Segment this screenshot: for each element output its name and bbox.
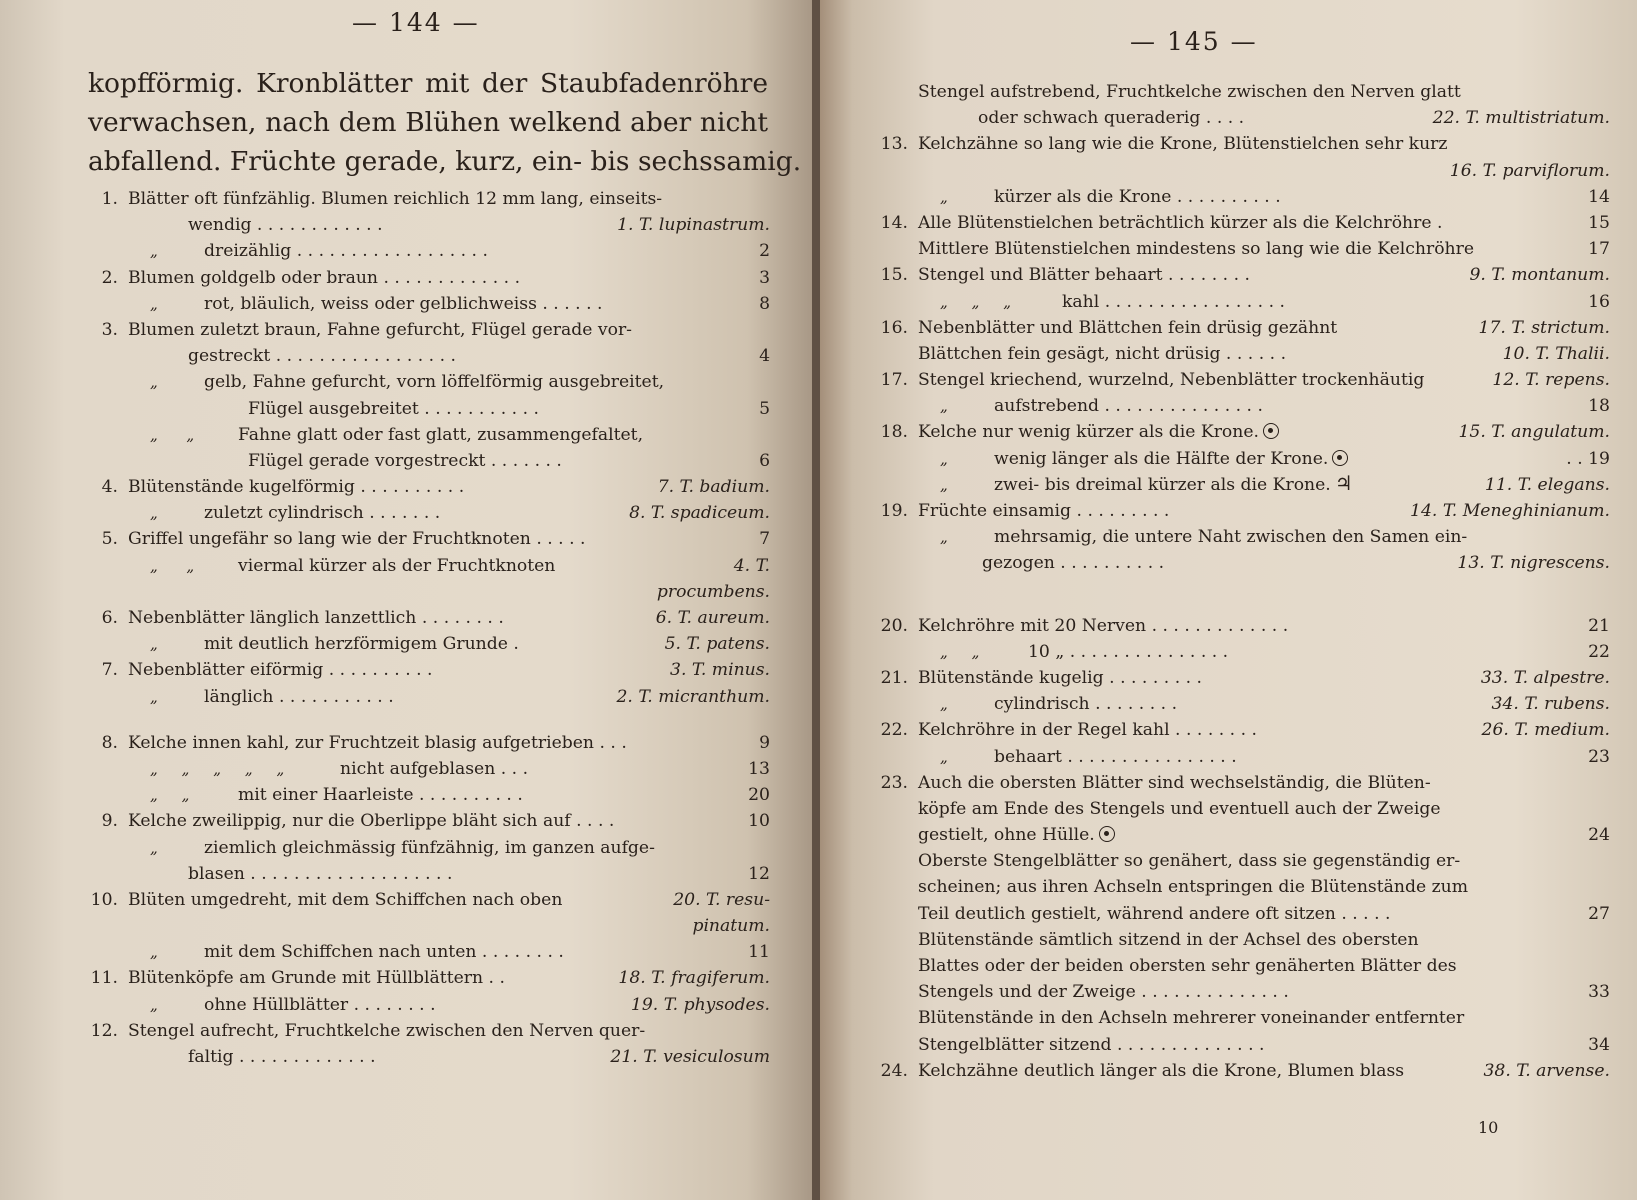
ditto-mark: „ [940,695,948,714]
reference: 10 [748,811,770,832]
entry-number: 15. [880,265,908,286]
entry-text: Alle Blütenstielchen beträchtlich kürzer als die Kelchröhre . [918,212,1443,233]
reference: 27 [1588,903,1610,924]
key-line [80,913,770,939]
perennial-circle-icon [1099,826,1115,842]
key-line [870,315,1610,341]
reference: 33. T. alpestre. [1480,667,1610,688]
key-line [80,238,770,264]
key-line [870,744,1610,770]
key-line [80,448,770,474]
key-line [870,1032,1610,1058]
entry-text: Kelchröhre mit 20 Nerven . . . . . . . . . . . . . [918,615,1289,636]
key-line [80,887,770,913]
key-line [870,874,1610,900]
signature-mark: 10 [1478,1118,1499,1137]
entry-text: kürzer als die Krone . . . . . . . . . . [994,186,1281,207]
key-line [870,848,1610,874]
left-page [0,0,812,1200]
key-line [80,965,770,991]
key-line [870,446,1610,472]
ditto-mark: „ [940,187,948,206]
key-line [80,808,770,834]
entry-text: Nebenblätter eiförmig . . . . . . . . . . [128,660,433,681]
entry-number: 3. [101,319,118,340]
entry-text: Teil deutlich gestielt, während andere oft sitzen . . . . . [918,903,1391,924]
entry-number: 6. [101,608,118,628]
key-line [870,498,1610,524]
key-line [870,184,1610,210]
key-line [870,639,1610,665]
key-line [870,210,1610,236]
key-line [870,341,1610,367]
entry-text: Blütenstände kugelig . . . . . . . . . [918,667,1203,688]
reference: 16. T. parviflorum. [1449,160,1610,181]
key-line [870,927,1610,953]
entry-text: Stengel aufrecht, Fruchtkelche zwischen den Nerven quer- [128,1020,646,1041]
entry-text: Kelche zweilippig, nur die Oberlippe bläht sich auf . . . . [128,811,615,832]
ditto-mark: „ [940,397,948,416]
lead-line: verwachsen, nach dem Blühen welkend aber nicht [88,107,768,138]
reference: 13 [748,758,770,779]
ditto-mark: „ [150,995,158,1014]
entry-text: Blattes oder der beiden obersten sehr genäherten Blätter des [918,956,1457,976]
key-line [80,939,770,965]
entry-number: 20. [880,615,908,636]
entry-text: nicht aufgeblasen . . . [340,758,529,779]
entry-number: 23. [880,772,908,793]
key-line [870,262,1610,288]
entry-text: ziemlich gleichmässig fünfzähnig, im ganzen aufge- [204,837,655,858]
entry-number: 4. [101,477,118,498]
reference: 21 [1588,615,1610,636]
ditto-mark: „ [150,504,158,523]
reference: procumbens. [656,581,770,602]
reference: 2. T. micranthum. [616,686,770,707]
entry-text: scheinen; aus ihren Achseln entspringen die Blütenstände zum [918,877,1469,898]
entry-text: mit einer Haarleiste . . . . . . . . . . [238,785,523,806]
reference: pinatum. [692,916,770,937]
reference: 18. T. fragiferum. [618,968,770,989]
entry-number: 7. [101,660,118,681]
perennial-circle-icon [1263,423,1279,439]
key-line [870,289,1610,315]
key-line [80,782,770,808]
reference: 12. T. repens. [1492,370,1610,391]
entry-text: Stengels und der Zweige . . . . . . . . . . . . . . [918,982,1289,1003]
key-line [80,343,770,369]
key-line [80,1044,770,1070]
ditto-mark: „ „ [940,642,980,661]
entry-text: 10 „ . . . . . . . . . . . . . . . [1028,641,1229,662]
entry-text: Nebenblätter länglich lanzettlich . . . . . . . . [128,608,504,628]
entry-number: 12. [90,1020,118,1041]
entry-text: Fahne glatt oder fast glatt, zusammengefaltet, [238,424,644,445]
reference: 13. T. nigrescens. [1457,553,1610,574]
entry-number: 19. [880,501,908,521]
key-line [80,605,770,631]
entry-text: mehrsamig, die untere Naht zwischen den Samen ein- [994,527,1468,548]
reference: 5. T. patens. [664,634,770,655]
ditto-mark: „ „ [150,786,190,805]
entry-text: ohne Hüllblätter . . . . . . . . [204,994,436,1015]
reference: 23 [1588,746,1610,767]
lead-line: abfallend. Früchte gerade, kurz, ein- bis sechssamig. [88,146,802,177]
page-number: — 144 — [352,8,480,37]
key-line [870,524,1610,550]
entry-text: faltig . . . . . . . . . . . . . [188,1047,376,1067]
entry-number: 16. [880,317,908,338]
entry-text: behaart . . . . . . . . . . . . . . . . [994,746,1237,767]
key-line [80,553,770,579]
reference: 17 [1588,239,1610,260]
entry-text: wenig länger als die Hälfte der Krone. [994,446,1352,472]
ditto-mark: „ [940,747,948,766]
reference: 38. T. arvense. [1483,1060,1610,1081]
ditto-mark: „ „ „ [940,292,1011,311]
key-line [80,396,770,422]
entry-text: Auch die obersten Blätter sind wechselständig, die Blüten- [918,772,1431,793]
reference: 33 [1588,982,1610,1003]
reference: 24 [1588,825,1610,846]
key-line [870,158,1610,184]
entry-text: Blumen zuletzt braun, Fahne gefurcht, Flügel gerade vor- [128,319,632,340]
ditto-mark: „ [150,242,158,261]
key-line [870,472,1610,498]
reference: 14 [1588,186,1610,207]
entry-text: Stengel aufstrebend, Fruchtkelche zwischen den Nerven glatt [918,82,1461,102]
reference: 11 [748,942,770,963]
ditto-mark: „ „ [150,556,195,575]
ditto-mark: „ [150,635,158,654]
entry-number: 2. [101,267,118,288]
ditto-mark: „ [150,373,158,392]
key-line [870,550,1610,576]
entry-text: gezogen . . . . . . . . . . [982,553,1165,574]
key-line [870,613,1610,639]
key-line [870,717,1610,743]
entry-text: zuletzt cylindrisch . . . . . . . [204,503,441,524]
lead-line: kopfförmig. Kronblätter mit der Staubfadenröhre [88,68,768,99]
entry-text: Blütenstände kugelförmig . . . . . . . . . . [128,477,465,498]
reference: 1. T. lupinastrum. [617,215,770,236]
entry-text: Kelche innen kahl, zur Fruchtzeit blasig aufgetrieben . . . [128,732,627,753]
entry-text: köpfe am Ende des Stengels und eventuell auch der Zweige [918,798,1441,819]
entry-text: länglich . . . . . . . . . . . [204,686,394,707]
reference: 8. T. spadiceum. [629,503,770,524]
entry-text: Blüten umgedreht, mit dem Schiffchen nach oben [128,889,563,910]
ditto-mark: „ „ [150,425,195,444]
key-line [80,657,770,683]
entry-text: gestreckt . . . . . . . . . . . . . . . . . [188,346,456,367]
reference: 5 [759,398,770,419]
entry-text: gelb, Fahne gefurcht, vorn löffelförmig ausgebreitet, [204,372,665,393]
entry-text: dreizählig . . . . . . . . . . . . . . . . . . [204,241,488,262]
reference: 8 [759,293,770,314]
key-line [80,861,770,887]
entry-number: 10. [90,889,118,910]
reference: 22 [1588,641,1610,662]
key-line [870,105,1610,131]
entry-number: 13. [880,134,908,155]
key-line [80,317,770,343]
entry-text: Kelchröhre in der Regel kahl . . . . . . . . [918,720,1257,741]
entry-number: 1. [101,189,118,209]
reference: 3. T. minus. [670,660,770,681]
entry-text: mit dem Schiffchen nach unten . . . . . . . . [204,942,564,963]
right-page [820,0,1637,1200]
ditto-mark: „ „ „ „ „ [150,759,285,778]
lead-paragraph [88,64,802,181]
reference: 7 [759,529,770,550]
entry-text: Mittlere Blütenstielchen mindestens so lang wie die Kelchröhre [918,239,1475,260]
ditto-mark: „ [940,449,948,468]
key-line [80,369,770,395]
entry-text: rot, bläulich, weiss oder gelblichweiss . . . . . . [204,293,603,314]
key-line [870,691,1610,717]
key-line [870,367,1610,393]
entry-text: mit deutlich herzförmigem Grunde . [204,634,519,655]
reference: 20 [748,785,770,806]
key-line [80,265,770,291]
reference: 6. T. aureum. [655,608,770,628]
reference: 22. T. multistriatum. [1432,108,1610,129]
entry-text: Stengel und Blätter behaart . . . . . . . . [918,265,1250,286]
reference: 34 [1588,1034,1610,1055]
key-line [870,419,1610,445]
entry-text: viermal kürzer als der Fruchtknoten [238,555,556,576]
key-line [80,422,770,448]
ditto-mark: „ [150,294,158,313]
reference: 7. T. badium. [657,477,770,498]
entry-text: blasen . . . . . . . . . . . . . . . . . . . [188,863,453,884]
entry-text: Stengel kriechend, wurzelnd, Nebenblätter trockenhäutig [918,370,1425,391]
key-line [80,579,770,605]
ditto-mark: „ [150,838,158,857]
entry-text: Kelche nur wenig kürzer als die Krone. [918,419,1283,445]
entry-text: Kelchzähne deutlich länger als die Krone, Blumen blass [918,1060,1405,1081]
reference: 17. T. strictum. [1478,317,1610,338]
perennial-circle-icon [1332,450,1348,466]
key-line [870,79,1610,105]
key-line [870,822,1610,848]
reference: 3 [759,267,770,288]
reference: 15. T. angulatum. [1458,422,1610,443]
key-line [80,186,770,212]
entry-text: Früchte einsamig . . . . . . . . . [918,501,1170,521]
key-line [80,500,770,526]
reference: 21. T. vesiculosum [610,1047,770,1067]
key-line [870,393,1610,419]
entry-text: gestielt, ohne Hülle. [918,822,1119,848]
entry-number: 17. [880,370,908,391]
key-line [80,756,770,782]
reference: 9 [759,732,770,753]
entry-text: wendig . . . . . . . . . . . . [188,215,383,236]
key-line [870,665,1610,691]
jupiter-symbol-icon: ♃ [1334,470,1353,495]
reference: 20. T. resu- [673,889,770,910]
key-line [870,796,1610,822]
entry-text: Nebenblätter und Blättchen fein drüsig gezähnt [918,317,1338,338]
reference: 12 [748,863,770,884]
entry-number: 22. [880,720,908,741]
key-entries [80,186,770,1070]
ditto-mark: „ [150,943,158,962]
entry-text: cylindrisch . . . . . . . . [994,694,1178,715]
entry-text: Blättchen fein gesägt, nicht drüsig . . . . . . [918,343,1287,364]
book-gutter [812,0,820,1200]
key-entries [870,79,1610,1084]
entry-text: Blütenstände sämtlich sitzend in der Achsel des obersten [918,929,1419,950]
reference: 34. T. rubens. [1491,694,1610,715]
entry-text: Blütenstände in den Achseln mehrerer voneinander entfernter [918,1008,1465,1029]
key-line [870,236,1610,262]
key-line [80,835,770,861]
reference: 19. T. physodes. [630,994,770,1015]
reference: 14. T. Meneghinianum. [1410,501,1610,521]
reference: 18 [1588,396,1610,417]
ditto-mark: „ [150,687,158,706]
entry-text: Kelchzähne so lang wie die Krone, Blütenstielchen sehr kurz [918,134,1448,155]
entry-text: Blätter oft fünfzählig. Blumen reichlich 12 mm lang, einseits- [128,189,663,209]
entry-text: oder schwach queraderig . . . . [978,108,1245,129]
reference: 2 [759,241,770,262]
entry-text: Blütenköpfe am Grunde mit Hüllblättern . . [128,968,505,989]
key-line [80,474,770,500]
entry-text: Flügel ausgebreitet . . . . . . . . . . . [248,398,540,419]
key-line [80,1018,770,1044]
entry-number: 11. [90,968,118,989]
page-number: — 145 — [1130,27,1258,56]
reference: 16 [1588,291,1610,312]
reference: 26. T. medium. [1481,720,1610,741]
ditto-mark: „ [940,475,948,494]
entry-number: 14. [880,212,908,233]
key-line [870,901,1610,927]
entry-number: 9. [101,811,118,832]
reference: 4 [759,346,770,367]
entry-number: 18. [880,422,908,443]
reference: 11. T. elegans. [1484,474,1610,495]
entry-text: Blumen goldgelb oder braun . . . . . . . . . . . . . [128,267,521,288]
entry-text: Flügel gerade vorgestreckt . . . . . . . [248,450,562,471]
reference: 10. T. Thalii. [1502,343,1610,364]
reference: 9. T. montanum. [1469,265,1610,286]
key-line [870,770,1610,796]
key-line [870,1058,1610,1084]
key-line [80,291,770,317]
reference: 15 [1588,212,1610,233]
entry-text: Stengelblätter sitzend . . . . . . . . . . . . . . [918,1034,1265,1055]
reference: 6 [759,450,770,471]
key-line [870,953,1610,979]
key-line [80,992,770,1018]
key-line [870,1005,1610,1031]
entry-text: Griffel ungefähr so lang wie der Fruchtknoten . . . . . [128,529,586,550]
ditto-mark: „ [940,528,948,547]
key-line [80,730,770,756]
entry-number: 8. [101,732,118,753]
entry-text: kahl . . . . . . . . . . . . . . . . . [1062,291,1285,312]
key-line [80,212,770,238]
entry-number: 21. [880,667,908,688]
key-line [870,979,1610,1005]
entry-text: Oberste Stengelblätter so genähert, dass sie gegenständig er- [918,851,1461,872]
key-line [870,131,1610,157]
key-line [80,631,770,657]
entry-number: 5. [101,529,118,550]
key-line [80,526,770,552]
entry-text: aufstrebend . . . . . . . . . . . . . . . [994,396,1263,417]
entry-text: zwei- bis dreimal kürzer als die Krone. ♃ [994,470,1353,495]
reference: 4. T. [733,555,770,576]
reference: . . 19 [1566,448,1610,469]
entry-number: 24. [880,1060,908,1081]
key-line [80,684,770,710]
